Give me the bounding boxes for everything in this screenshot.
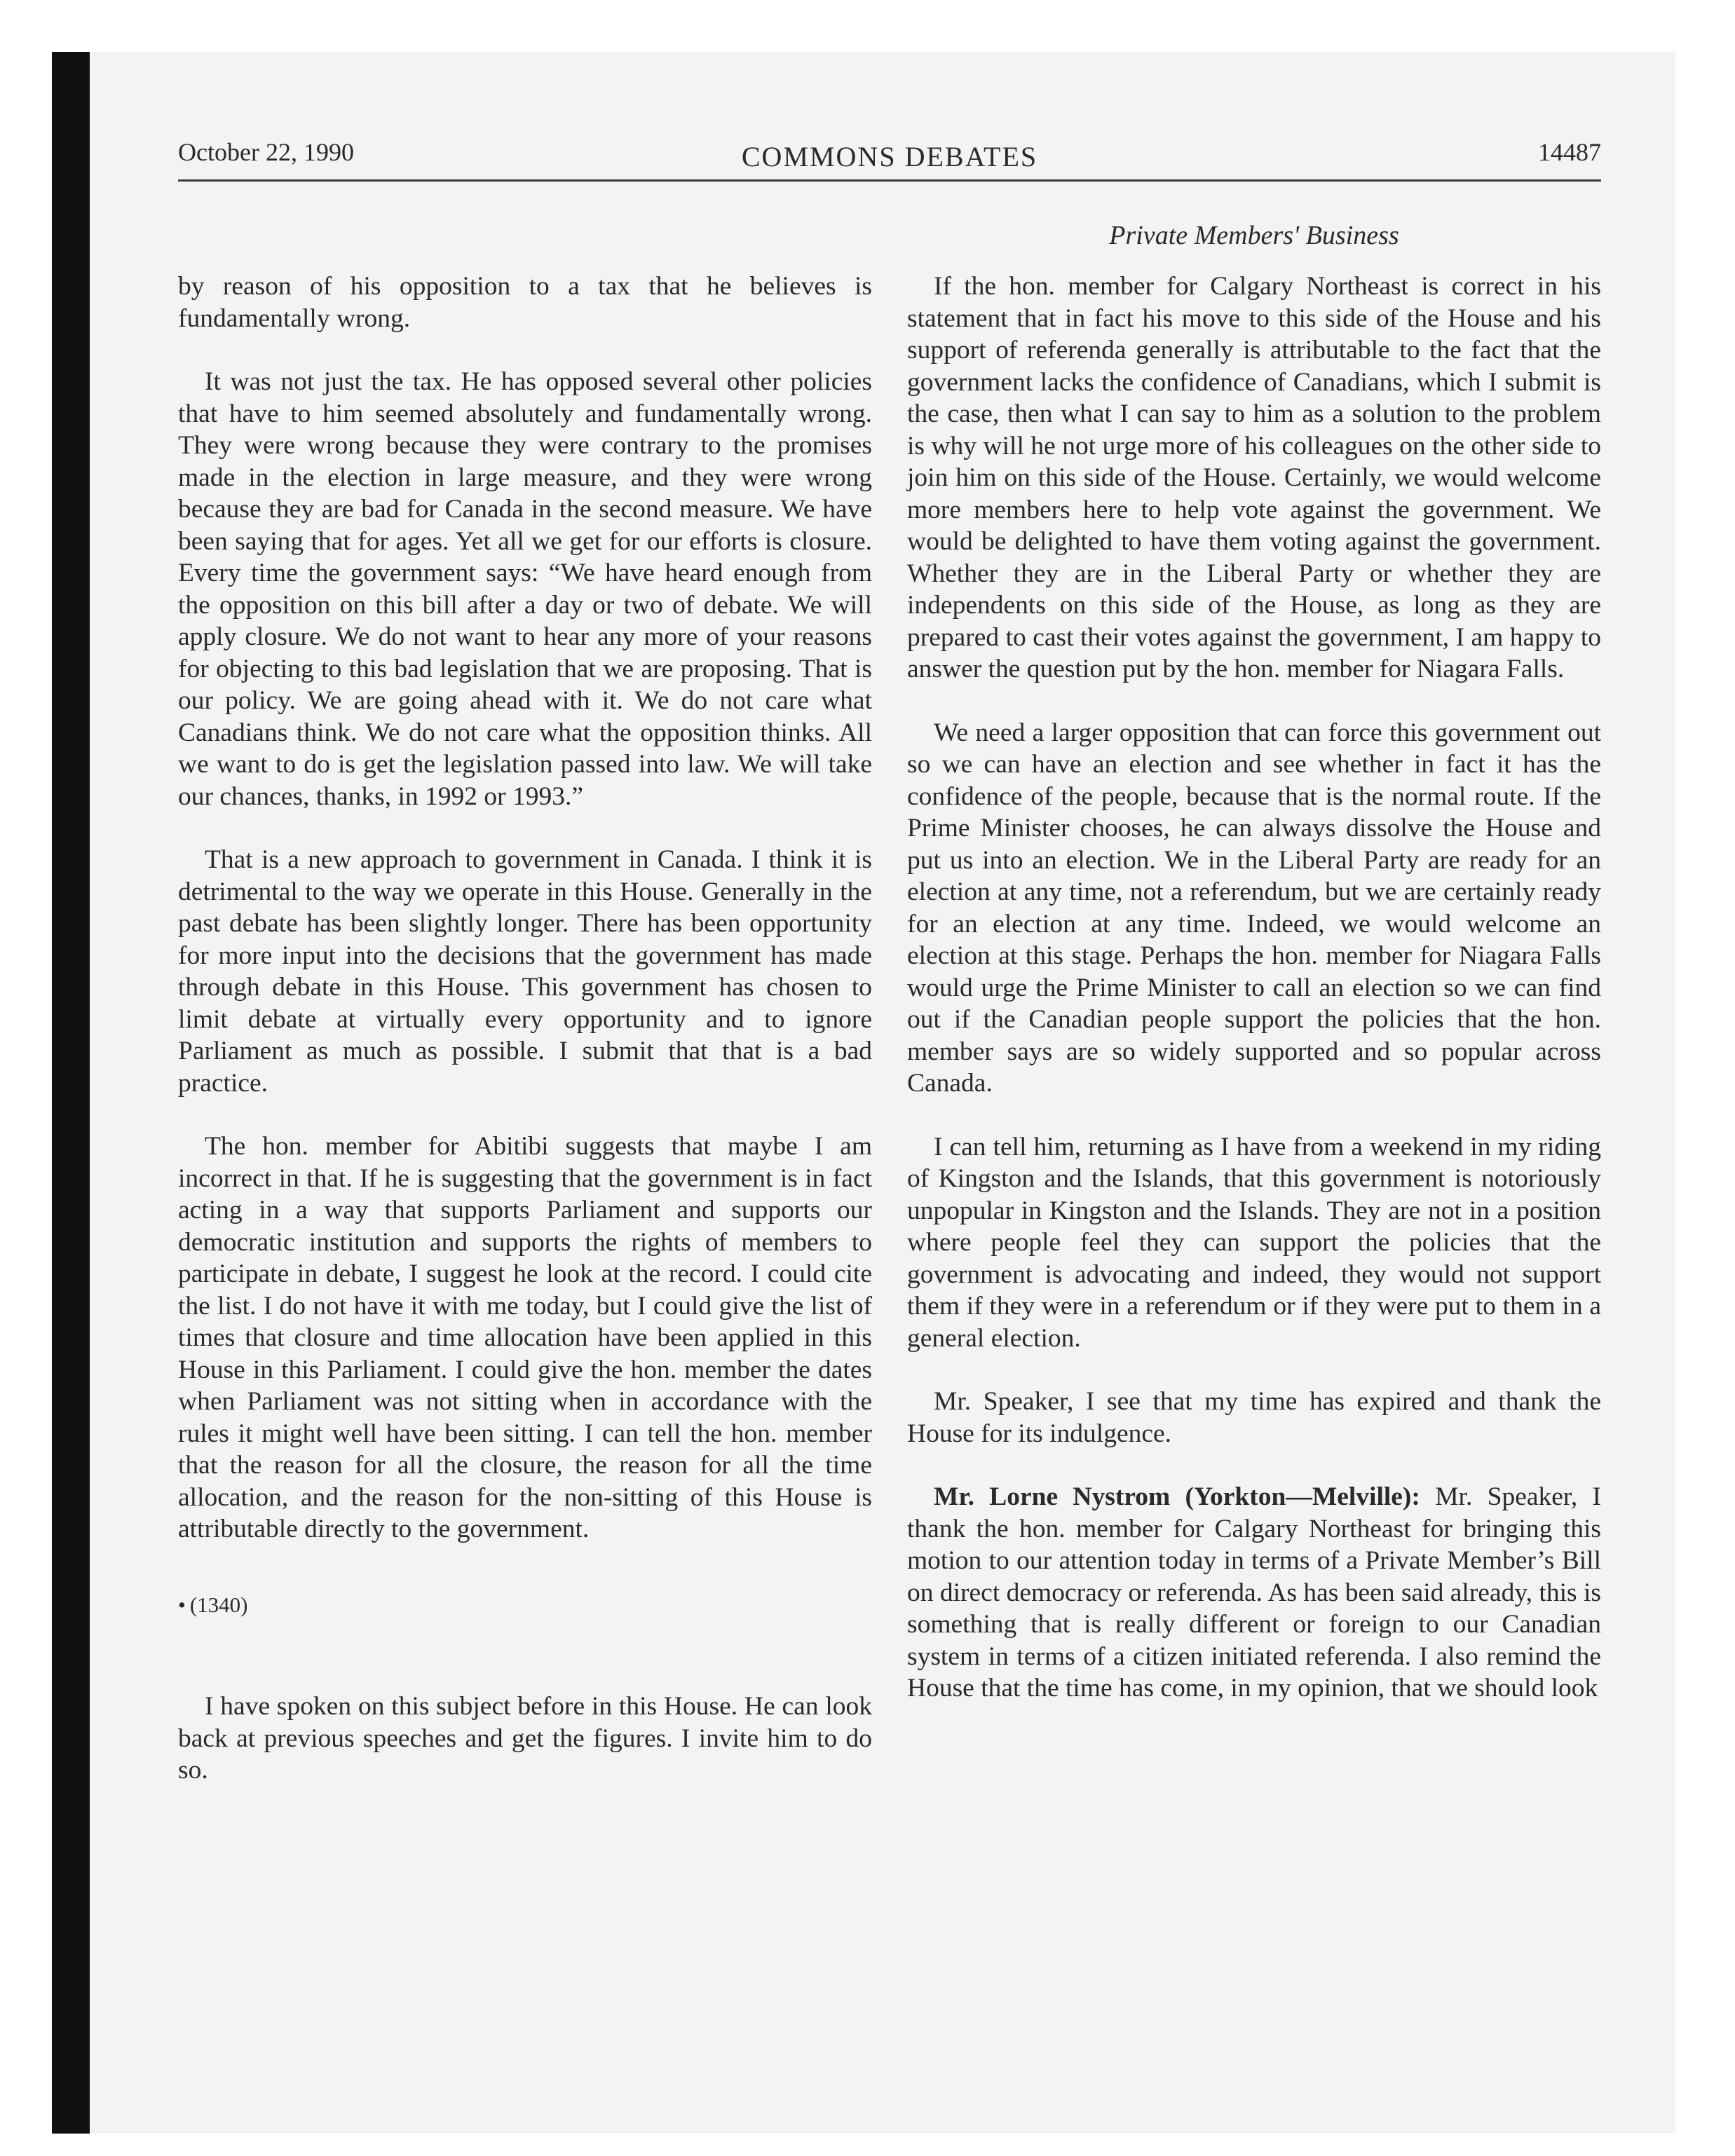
timestamp-label: (1340) xyxy=(189,1592,248,1617)
paragraph: I can tell him, returning as I have from a weekend in my riding of Kingston and the Islands, that this government is notoriously unpopular in Kingston and the Islands. They are not in a position where people feel they can support the policies that the government is advocating and indeed, they would not support them if they were in a referendum or if they were put to them in a general election. xyxy=(907,1132,1601,1353)
speaker-name: Mr. Lorne Nystrom (Yorkton—Melville): xyxy=(934,1482,1420,1511)
paragraph: I have spoken on this subject before in this House. He can look back at previous speeches and get the figures. I invite him to do so. xyxy=(178,1692,872,1785)
bullet-icon: • xyxy=(178,1592,186,1617)
running-head xyxy=(178,137,1601,182)
paragraph: If the hon. member for Calgary Northeast is correct in his statement that in fact his move to this side of the House and his support of referenda generally is attributable to the fact that the government lacks the confidence of Canadians, which I submit is the case, then what I can say to him as a solution to the problem is why will he not urge more of his colleagues on the other side to join him on this side of the House. Certainly, we would welcome more members here to help vote against the government. We would be delighted to have them voting against the government. Whether they are in the Liberal Party or whether they are independents on this side of the House, as long as they are prepared to cast their votes against the government, I am happy to answer the question put by the hon. member for Niagara Falls. xyxy=(907,272,1601,683)
section-heading: Private Members' Business xyxy=(1109,221,1399,250)
right-column xyxy=(907,271,1601,1736)
speaker-paragraph xyxy=(907,1481,1601,1705)
header-page-number: 14487 xyxy=(1538,138,1601,166)
speaker-text: Mr. Speaker, I thank the hon. member for Calgary Northeast for bringing this motion to our attention today in terms of a Private Member’s Bill on direct democracy or referenda. As has been said already, this is something that is really different or foreign to our Canadian system in terms of a citizen initiated referenda. I also remind the House that the time has come, in my opinion, that we should look xyxy=(907,1482,1602,1703)
scan-border xyxy=(52,52,90,2134)
paragraph: The hon. member for Abitibi suggests that maybe I am incorrect in that. If he is suggesting that the government is in fact acting in a way that supports Parliament and supports our democratic institution and supports the rights of members to participate in debate, I suggest he look at the record. I could cite the list. I do not have it with me today, but I could give the list of times that closure and time allocation have been applied in this House in this Parliament. I could give the hon. member the dates when Parliament was not sitting when in accordance with the rules it might well have been sitting. I can tell the hon. member that the reason for all the closure, the reason for all the time allocation, and the reason for the non-sitting of this House is attributable directly to the government. xyxy=(178,1132,872,1543)
timestamp xyxy=(178,1589,872,1621)
header-publication: COMMONS DEBATES xyxy=(741,141,1038,172)
paragraph: That is a new approach to government in Canada. I think it is detrimental to the way we operate in this House. Generally in the past debate has been slightly longer. There has been opportunity for more input into the decisions that the government has made through debate in this House. This government has chosen to limit debate at virtually every opportunity and to ignore Parliament as much as possible. I submit that that is a bad practice. xyxy=(178,845,872,1098)
paragraph: We need a larger opposition that can force this government out so we can have an election and see whether in fact it has the confidence of the people, because that is the normal route. If the Prime Minister chooses, he can always dissolve the House and put us into an election. We in the Liberal Party are ready for an election at any time, not a referendum, but we are certainly ready for an election at any time. Indeed, we would welcome an election at this stage. Perhaps the hon. member for Niagara Falls would urge the Prime Minister to call an election so we can find out if the Canadian people support the policies that the hon. member says are so widely supported and so popular across Canada. xyxy=(907,718,1601,1098)
paragraph: Mr. Speaker, I see that my time has expired and thank the House for its indulgence. xyxy=(907,1387,1601,1448)
header-date: October 22, 1990 xyxy=(178,138,354,166)
paragraph: by reason of his opposition to a tax that he believes is fundamentally wrong. xyxy=(178,272,872,333)
left-column xyxy=(178,271,872,1818)
paragraph: It was not just the tax. He has opposed several other policies that have to him seemed absolutely and fundamentally wrong. They were wrong because they were contrary to the promises made in the election in large measure, and they were wrong because they are bad for Canada in the second measure. We have been saying that for ages. Yet all we get for our efforts is closure. Every time the government says: “We have heard enough from the opposition on this bill after a day or two of debate. We will apply closure. We do not want to hear any more of your reasons for objecting to this bad legislation that we are proposing. That is our policy. We are going ahead with it. We do not care what Canadians think. We do not care what the opposition thinks. All we want to do is get the legislation passed into law. We will take our chances, thanks, in 1992 or 1993.” xyxy=(178,367,872,811)
